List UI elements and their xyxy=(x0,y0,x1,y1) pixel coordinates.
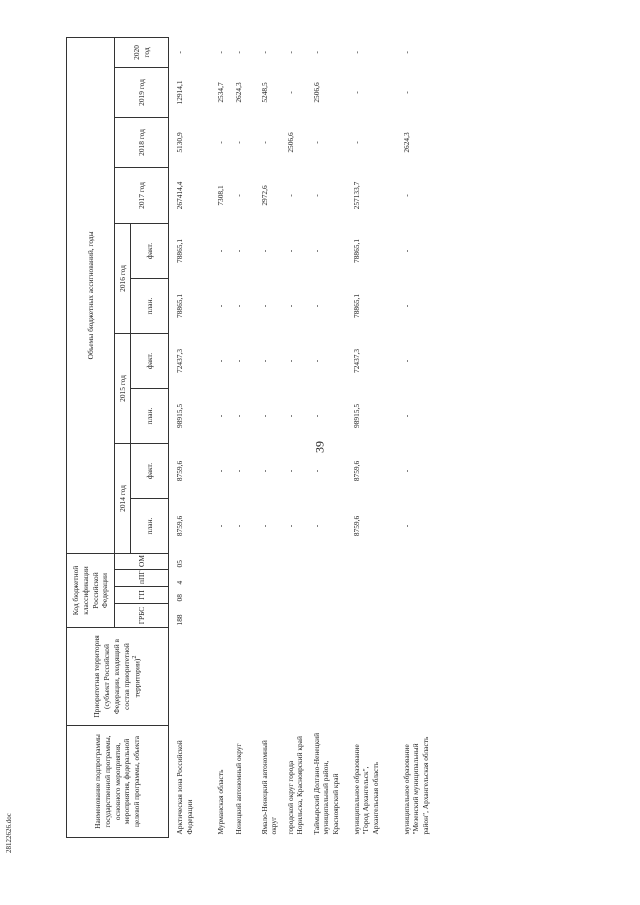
value-cell: - xyxy=(233,414,243,418)
territory-cell xyxy=(233,628,259,726)
value-cell: 2506,6 xyxy=(311,82,321,103)
footer-doc-id: 28122626.doc xyxy=(5,813,13,853)
value-cell: 98915,5 xyxy=(175,403,184,428)
value-cell: 8759,6 xyxy=(175,515,184,537)
value-cell: - xyxy=(215,469,225,473)
value-cell: - xyxy=(401,469,411,473)
value-cell: - xyxy=(285,51,295,54)
value-cell: - xyxy=(259,414,269,418)
value-cell: - xyxy=(233,51,243,54)
value-cell: 5130,9 xyxy=(175,132,184,153)
header-year-2014: 2014 год xyxy=(115,443,131,553)
header-year-2017: 2017 год xyxy=(115,167,169,223)
code-om-cell xyxy=(311,553,351,569)
value-cell: 78865,1 xyxy=(351,238,361,263)
code-om-cell xyxy=(285,553,311,569)
value-cell: 2624,3 xyxy=(401,132,411,153)
value-cell: - xyxy=(351,91,361,94)
territory-cell xyxy=(169,628,215,726)
header-volumes: Объемы бюджетных ассигнований, годы xyxy=(67,37,115,553)
territory-name-cell: Ненецкий автономный округ xyxy=(233,743,243,835)
value-cell: - xyxy=(285,304,295,308)
code-grbs-cell: 188 xyxy=(175,614,184,626)
value-cell: - xyxy=(311,414,321,418)
table-header xyxy=(67,37,169,837)
header-territory-footnote: 2 xyxy=(132,655,139,659)
value-cell: 5248,5 xyxy=(259,82,269,103)
value-cell: - xyxy=(401,304,411,308)
code-ppg-cell xyxy=(285,570,311,587)
value-cell: - xyxy=(311,249,321,253)
value-cell: - xyxy=(285,194,295,197)
value-cell: - xyxy=(259,304,269,308)
rotated-table-area xyxy=(66,38,640,838)
table-row xyxy=(215,37,233,837)
value-cell: - xyxy=(233,359,243,363)
header-fact: факт. xyxy=(131,333,169,388)
territory-name-cell: Арктическая зона Российской Федерации xyxy=(175,740,194,835)
value-cell: - xyxy=(233,194,243,197)
header-fact: факт. xyxy=(131,443,169,498)
value-cell: 78865,1 xyxy=(175,293,184,318)
code-gp-cell xyxy=(401,587,461,604)
table-row xyxy=(285,37,311,837)
value-cell: - xyxy=(311,359,321,363)
value-cell: - xyxy=(285,359,295,363)
table-row xyxy=(169,37,215,837)
code-gp-cell: 08 xyxy=(175,594,184,602)
value-cell: - xyxy=(233,141,243,144)
code-ppg-cell xyxy=(311,570,351,587)
code-gp-cell xyxy=(311,587,351,604)
code-om-cell xyxy=(351,553,401,569)
value-cell: 2534,7 xyxy=(215,82,225,103)
header-year-2020: 2020 год xyxy=(115,37,169,67)
code-grbs-cell xyxy=(285,604,311,628)
value-cell: 12914,1 xyxy=(175,80,184,105)
value-cell: - xyxy=(215,359,225,363)
value-cell: 78865,1 xyxy=(175,238,184,263)
header-plan: план. xyxy=(131,388,169,443)
value-cell: - xyxy=(351,51,361,54)
table-row xyxy=(311,37,351,837)
value-cell: 2972,6 xyxy=(259,185,269,206)
territory-cell xyxy=(259,628,285,726)
value-cell: - xyxy=(311,304,321,308)
value-cell: - xyxy=(311,524,321,528)
value-cell: - xyxy=(233,524,243,528)
value-cell: - xyxy=(215,249,225,253)
budget-table xyxy=(66,37,461,838)
value-cell: 2506,6 xyxy=(285,132,295,153)
code-om-cell xyxy=(401,553,461,569)
value-cell: - xyxy=(401,51,411,54)
value-cell: - xyxy=(401,359,411,363)
code-om-cell xyxy=(233,553,259,569)
value-cell: 2624,3 xyxy=(233,82,243,103)
value-cell: - xyxy=(285,469,295,473)
value-cell: 8759,6 xyxy=(351,460,361,482)
code-ppg-cell xyxy=(259,570,285,587)
header-plan: план. xyxy=(131,498,169,553)
value-cell: - xyxy=(215,414,225,418)
header-plan: план. xyxy=(131,278,169,333)
code-om-cell: 05 xyxy=(175,560,184,568)
table-row xyxy=(233,37,259,837)
value-cell: - xyxy=(215,51,225,54)
header-year-2015: 2015 год xyxy=(115,333,131,443)
value-cell: - xyxy=(351,141,361,144)
code-ppg-cell: 4 xyxy=(175,580,184,585)
value-cell: 257133,7 xyxy=(351,181,361,210)
value-cell: - xyxy=(215,141,225,144)
header-territory xyxy=(67,628,169,726)
value-cell: - xyxy=(259,249,269,253)
table-row xyxy=(401,37,461,837)
value-cell: 98915,5 xyxy=(351,403,361,428)
value-cell: - xyxy=(175,51,184,54)
value-cell: - xyxy=(311,141,321,144)
value-cell: 267414,4 xyxy=(175,181,184,210)
code-gp-cell xyxy=(351,587,401,604)
value-cell: - xyxy=(401,194,411,197)
value-cell: - xyxy=(233,304,243,308)
territory-cell xyxy=(351,628,401,726)
code-gp-cell xyxy=(285,587,311,604)
table-row xyxy=(259,37,285,837)
territory-name-cell: городской округ города Норильска, Красноярский край xyxy=(285,736,305,835)
code-ppg-cell xyxy=(215,570,233,587)
value-cell: - xyxy=(311,51,321,54)
code-grbs-cell xyxy=(233,604,259,628)
value-cell: - xyxy=(311,194,321,197)
code-gp-cell xyxy=(215,587,233,604)
value-cell: - xyxy=(285,414,295,418)
header-year-2016: 2016 год xyxy=(115,223,131,333)
territory-name-cell: Мурманская область xyxy=(215,769,225,835)
code-grbs-cell xyxy=(351,604,401,628)
header-code-gp: ГП xyxy=(115,587,169,604)
value-cell: 8759,6 xyxy=(351,515,361,537)
value-cell: - xyxy=(259,141,269,144)
code-om-cell xyxy=(215,553,233,569)
territory-name-cell: муниципальное образование "Мезенский муниципальный район", Архангельская область xyxy=(401,736,431,835)
header-territory-text: Приоритетная территория (субъект Российской Федерации, входящий в состав приоритетной территории) xyxy=(92,635,142,718)
code-gp-cell xyxy=(259,587,285,604)
territory-name-cell: Таймырский Долгано-Ненецкий муниципальный район, Красноярский край xyxy=(311,732,341,835)
code-ppg-cell xyxy=(233,570,259,587)
territory-cell xyxy=(215,628,233,726)
header-fact: факт. xyxy=(131,223,169,278)
value-cell: 8759,6 xyxy=(175,460,184,482)
header-name: Наименование подпрограммы государственной программы, основного мероприятия, мероприятия, федеральной целевой программы, объекта xyxy=(67,726,169,838)
code-grbs-cell xyxy=(259,604,285,628)
header-year-2018: 2018 год xyxy=(115,117,169,167)
territory-name-cell: муниципальное образование "Город Архангельск", Архангельская область xyxy=(351,744,381,835)
page-number: 39 xyxy=(312,441,327,453)
value-cell: 78865,1 xyxy=(351,293,361,318)
table-row xyxy=(351,37,401,837)
territory-name-cell: Ямало-Ненецкий автономный округ xyxy=(259,740,279,835)
value-cell: 7308,1 xyxy=(215,185,225,206)
value-cell: - xyxy=(215,524,225,528)
code-grbs-cell xyxy=(215,604,233,628)
value-cell: - xyxy=(215,304,225,308)
value-cell: - xyxy=(285,249,295,253)
value-cell: - xyxy=(285,91,295,94)
header-code: Код бюджетной классификации Российской Федерации xyxy=(67,553,115,627)
value-cell: 72437,3 xyxy=(175,348,184,373)
code-grbs-cell xyxy=(401,604,461,628)
code-gp-cell xyxy=(233,587,259,604)
code-om-cell xyxy=(259,553,285,569)
value-cell: - xyxy=(259,524,269,528)
header-code-om: ОМ xyxy=(115,553,169,569)
value-cell: - xyxy=(259,51,269,54)
header-code-grbs: ГРБС xyxy=(115,604,169,628)
value-cell: - xyxy=(233,249,243,253)
header-code-ppg: пПГ xyxy=(115,570,169,587)
table-body xyxy=(169,37,461,837)
value-cell: - xyxy=(311,469,321,473)
territory-cell xyxy=(311,628,351,726)
code-ppg-cell xyxy=(351,570,401,587)
value-cell: - xyxy=(285,524,295,528)
value-cell: - xyxy=(401,249,411,253)
code-grbs-cell xyxy=(311,604,351,628)
value-cell: - xyxy=(401,414,411,418)
value-cell: - xyxy=(259,359,269,363)
value-cell: - xyxy=(233,469,243,473)
value-cell: 72437,3 xyxy=(351,348,361,373)
territory-cell xyxy=(285,628,311,726)
territory-cell xyxy=(401,628,461,726)
value-cell: - xyxy=(259,469,269,473)
value-cell: - xyxy=(401,524,411,528)
header-year-2019: 2019 год xyxy=(115,67,169,117)
value-cell: - xyxy=(401,91,411,94)
code-ppg-cell xyxy=(401,570,461,587)
